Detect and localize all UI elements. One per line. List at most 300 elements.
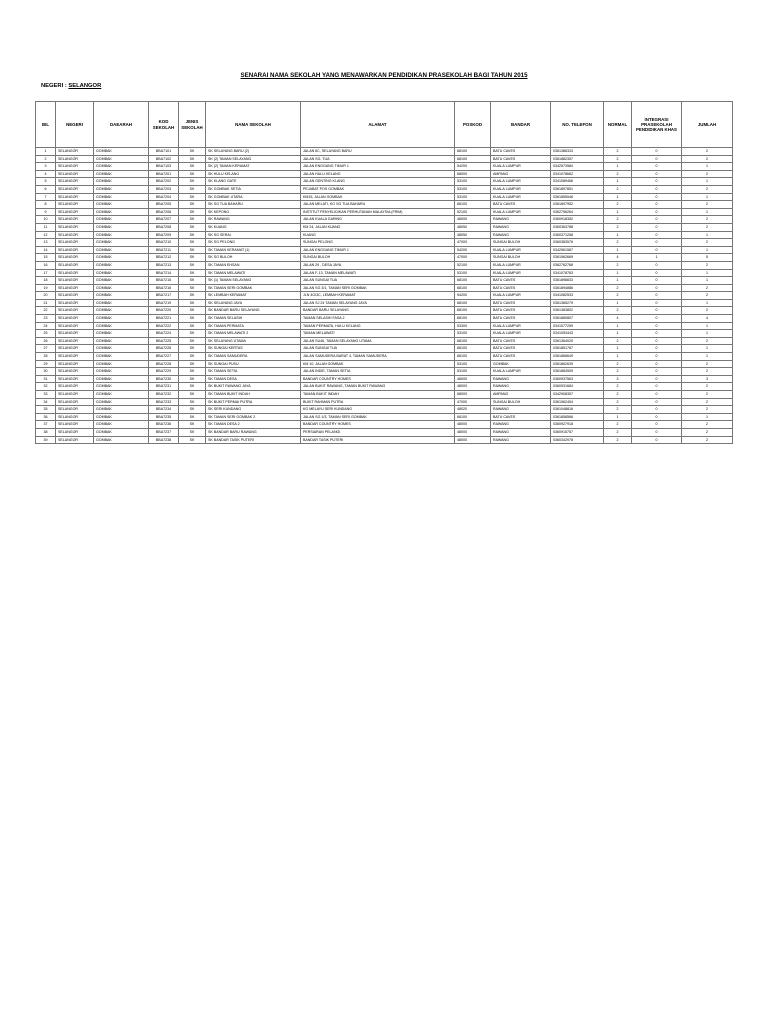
table-cell: GOMBAK	[94, 383, 149, 391]
table-cell: SK	[179, 345, 206, 353]
table-cell: SK BANDAR BARU RAWANG	[206, 428, 301, 436]
table-cell: GOMBAK	[94, 261, 149, 269]
table-cell: BATU CAVES	[491, 353, 551, 361]
table-cell: KM 10, JALAN GOMBAK	[301, 360, 455, 368]
table-cell: 1	[604, 231, 632, 239]
table-cell: 2	[682, 223, 733, 231]
table-cell: SK (2) TAMAN KERAMAT	[206, 163, 301, 171]
table-cell: 35	[36, 406, 56, 414]
table-cell: 48050	[455, 231, 491, 239]
table-cell: SELANGOR	[56, 231, 94, 239]
table-cell: 16	[36, 261, 56, 269]
table-cell: BBA7211	[149, 246, 179, 254]
table-cell: RAWANG	[491, 375, 551, 383]
col-header-negeri: NEGERI	[56, 102, 94, 148]
table-cell: RAWANG	[491, 436, 551, 444]
table-cell: SK KLANG GATE	[206, 178, 301, 186]
table-cell: GOMBAK	[94, 337, 149, 345]
table-cell: SELANGOR	[56, 299, 94, 307]
table-cell: SK	[179, 223, 206, 231]
table-cell: 1	[604, 345, 632, 353]
table-row	[36, 330, 733, 338]
table-cell: 22	[36, 307, 56, 315]
table-cell: TAMAN SELASIH FASA 2	[301, 315, 455, 323]
table-row	[36, 428, 733, 436]
table-cell: 0	[632, 330, 682, 338]
table-cell: SELANGOR	[56, 170, 94, 178]
table-cell: 1	[682, 269, 733, 277]
table-cell: SK TAMAN MELAWATI	[206, 269, 301, 277]
table-cell: 1	[682, 322, 733, 330]
table-cell: 2	[604, 239, 632, 247]
table-cell: 68100	[455, 299, 491, 307]
col-header-kod-sekolah: KOD SEKOLAH	[149, 102, 179, 148]
table-cell: BBA7235	[149, 413, 179, 421]
table-cell: PERSIARAN PELANGI	[301, 428, 455, 436]
table-cell: 0	[632, 178, 682, 186]
table-cell: 2	[604, 337, 632, 345]
table-cell: BBA7204	[149, 193, 179, 201]
table-cell: 48000	[455, 375, 491, 383]
state-label: NEGERI :	[41, 83, 67, 89]
table-cell: SK SERI KUNDANG	[206, 406, 301, 414]
table-cell: 1	[604, 413, 632, 421]
table-cell: GOMBAK	[94, 163, 149, 171]
table-cell: SK SELAYANG BARU (2)	[206, 148, 301, 156]
table-cell: SK	[179, 277, 206, 285]
table-cell: GOMBAK	[94, 421, 149, 429]
table-cell: 2	[682, 360, 733, 368]
table-cell: SELANGOR	[56, 345, 94, 353]
table-cell: 25	[36, 330, 56, 338]
table-cell: JALAN F-13, TAMAN MELAWATI	[301, 269, 455, 277]
table-cell: SELANGOR	[56, 353, 94, 361]
table-cell: GOMBAK	[94, 155, 149, 163]
table-cell: 0	[632, 269, 682, 277]
table-cell: JALAN SU46, TAMAN SELAYANG UTAMA	[301, 337, 455, 345]
table-cell: 0	[632, 216, 682, 224]
table-cell: 0361385279	[551, 299, 604, 307]
table-cell: 0362762768	[551, 261, 604, 269]
table-cell: 0	[632, 193, 682, 201]
table-cell: SK	[179, 337, 206, 345]
table-cell: JALAN KUALA GARING	[301, 216, 455, 224]
table-cell: SELANGOR	[56, 315, 94, 323]
table-cell: 0	[632, 261, 682, 269]
table-cell: 2	[682, 368, 733, 376]
table-cell: SK SUNGAI PUSU	[206, 360, 301, 368]
table-cell: 23	[36, 315, 56, 323]
table-cell: 4	[682, 315, 733, 323]
table-cell: 2	[682, 307, 733, 315]
table-row	[36, 261, 733, 269]
table-cell: 0361897851	[551, 185, 604, 193]
table-cell: SK	[179, 322, 206, 330]
table-cell: 0	[632, 148, 682, 156]
table-cell: 26	[36, 337, 56, 345]
table-cell: 0360931684	[551, 383, 604, 391]
table-cell: GOMBAK	[94, 201, 149, 209]
table-cell: BANDAR COUNTRY HOMES	[301, 375, 455, 383]
table-cell: BBA7236	[149, 421, 179, 429]
table-cell: SK	[179, 284, 206, 292]
table-cell: SK	[179, 292, 206, 300]
table-cell: GOMBAK	[94, 148, 149, 156]
table-cell: 0360363788	[551, 223, 604, 231]
table-cell: SELANGOR	[56, 375, 94, 383]
table-row	[36, 406, 733, 414]
table-cell: JALAN SUNGAI TUA	[301, 345, 455, 353]
table-cell: BBA7226	[149, 345, 179, 353]
table-cell: 10	[36, 216, 56, 224]
state-value: SELANGOR	[68, 83, 102, 89]
table-cell: SK BUKIT RAWANG JAYA	[206, 383, 301, 391]
table-cell: BBA7102	[149, 155, 179, 163]
table-cell: 68100	[455, 284, 491, 292]
table-cell: SK	[179, 421, 206, 429]
table-row	[36, 345, 733, 353]
table-cell: 9	[36, 208, 56, 216]
table-cell: 2	[682, 261, 733, 269]
table-cell: 0341082533	[551, 292, 604, 300]
table-cell: BATU CAVES	[491, 201, 551, 209]
table-cell: SK	[179, 170, 206, 178]
table-cell: 68100	[455, 345, 491, 353]
table-body	[36, 148, 733, 444]
table-cell: GOMBAK	[94, 185, 149, 193]
table-cell: 2	[682, 170, 733, 178]
table-cell: SELANGOR	[56, 155, 94, 163]
table-cell: SK	[179, 148, 206, 156]
table-cell: GOMBAK	[94, 277, 149, 285]
table-cell: SELANGOR	[56, 436, 94, 444]
table-cell: SK	[179, 261, 206, 269]
col-header-normal: NORMAL	[604, 102, 632, 148]
table-cell: 1	[632, 254, 682, 262]
table-cell: GOMBAK	[94, 322, 149, 330]
table-cell: 0361894886	[551, 284, 604, 292]
table-cell: 1	[604, 178, 632, 186]
table-cell: 1	[682, 208, 733, 216]
table-cell: 7	[36, 193, 56, 201]
table-row	[36, 360, 733, 368]
table-cell: 36	[36, 413, 56, 421]
table-cell: SK	[179, 239, 206, 247]
table-cell: KM 24, JALAN KUANG	[301, 223, 455, 231]
table-cell: 1	[604, 163, 632, 171]
table-cell: SELANGOR	[56, 330, 94, 338]
table-cell: BBA7217	[149, 292, 179, 300]
table-cell: 2	[682, 284, 733, 292]
table-row	[36, 368, 733, 376]
table-row	[36, 193, 733, 201]
table-row	[36, 292, 733, 300]
table-cell: 1	[682, 413, 733, 421]
table-cell: 47000	[455, 239, 491, 247]
table-row	[36, 375, 733, 383]
table-cell: 15	[36, 254, 56, 262]
table-cell: 0	[632, 353, 682, 361]
table-cell: BUKIT RAHMAN PUTRA	[301, 398, 455, 406]
table-cell: 2	[604, 223, 632, 231]
table-cell: KUALA LUMPUR	[491, 330, 551, 338]
table-cell: GOMBAK	[94, 315, 149, 323]
table-cell: 0	[632, 375, 682, 383]
table-cell: 0	[632, 163, 682, 171]
table-cell: KUALA LUMPUR	[491, 178, 551, 186]
table-cell: 1	[682, 178, 733, 186]
table-cell: 0342561567	[551, 246, 604, 254]
table-cell: 53100	[455, 368, 491, 376]
table-cell: 0	[632, 246, 682, 254]
table-cell: SELANGOR	[56, 421, 94, 429]
col-header-nama-sekolah: NAMA SEKOLAH	[206, 102, 301, 148]
table-cell: JALAN HULU KELANG	[301, 170, 455, 178]
table-cell: 2	[682, 148, 733, 156]
table-cell: 0	[632, 239, 682, 247]
table-cell: BBA7224	[149, 330, 179, 338]
table-cell: 0	[632, 307, 682, 315]
table-cell: KUALA LUMPUR	[491, 261, 551, 269]
table-cell: SK	[179, 383, 206, 391]
table-cell: GOMBAK	[94, 375, 149, 383]
table-cell: 2	[604, 201, 632, 209]
table-cell: 68000	[455, 170, 491, 178]
table-cell: SK BUKIT PERMAI PUTRA	[206, 398, 301, 406]
table-cell: SUNGAI BULOH	[491, 239, 551, 247]
table-cell: SELANGOR	[56, 277, 94, 285]
table-cell: 53100	[455, 269, 491, 277]
table-cell: JALAN SJ 24 TAMAN SELAYANG JAYA	[301, 299, 455, 307]
table-cell: SK TAMAN SERI GOMBAK	[206, 284, 301, 292]
table-cell: 47000	[455, 254, 491, 262]
table-cell: 2	[604, 406, 632, 414]
table-cell: SK	[179, 353, 206, 361]
table-cell: BBA7206	[149, 208, 179, 216]
table-cell: BBA7201	[149, 170, 179, 178]
table-cell: 17	[36, 269, 56, 277]
table-cell: GOMBAK	[491, 360, 551, 368]
table-cell: BBA7227	[149, 353, 179, 361]
table-cell: BBA7231	[149, 383, 179, 391]
table-cell: INSTITUT PENYELIDIKAN PERHUTANAN MALAYSIA (FRIM)	[301, 208, 455, 216]
table-cell: 34	[36, 398, 56, 406]
table-cell: SK SG BULOH	[206, 254, 301, 262]
table-cell: SK TAMAN SERI GOMBAK 2	[206, 413, 301, 421]
table-cell: 38	[36, 428, 56, 436]
table-cell: 2	[682, 436, 733, 444]
table-cell: SK SG SERAI	[206, 231, 301, 239]
table-cell: 2	[604, 284, 632, 292]
table-row	[36, 284, 733, 292]
table-cell: 2	[604, 307, 632, 315]
table-row	[36, 413, 733, 421]
table-row	[36, 269, 733, 277]
table-cell: BBA7208	[149, 223, 179, 231]
table-cell: GOMBAK	[94, 299, 149, 307]
table-cell: 53100	[455, 193, 491, 201]
table-cell: GOMBAK	[94, 178, 149, 186]
table-cell: KM15, JALAN GOMBAK	[301, 193, 455, 201]
table-cell: GOMBAK	[94, 406, 149, 414]
table-cell: BBA7203	[149, 185, 179, 193]
table-cell: BBA7221	[149, 315, 179, 323]
table-cell: SK TAMAN PERMATA	[206, 322, 301, 330]
table-cell: 52100	[455, 261, 491, 269]
table-cell: SK	[179, 208, 206, 216]
table-cell: 1	[604, 277, 632, 285]
table-cell: 32	[36, 383, 56, 391]
table-cell: JALAN INDIE, TAMAN SETIA	[301, 368, 455, 376]
table-cell: 54200	[455, 246, 491, 254]
table-cell: 0	[632, 208, 682, 216]
table-cell: 53100	[455, 178, 491, 186]
table-cell: 48000	[455, 428, 491, 436]
table-cell: SELANGOR	[56, 239, 94, 247]
table-cell: GOMBAK	[94, 307, 149, 315]
table-cell: 0341078763	[551, 269, 604, 277]
table-row	[36, 216, 733, 224]
table-cell: 18	[36, 277, 56, 285]
table-cell: BBA7216	[149, 284, 179, 292]
table-cell: 54200	[455, 292, 491, 300]
col-header-bandar: BANDAR	[491, 102, 551, 148]
table-cell: 0361898833	[551, 277, 604, 285]
table-row	[36, 391, 733, 399]
table-cell: GOMBAK	[94, 269, 149, 277]
table-cell: 30	[36, 368, 56, 376]
table-cell: 4	[604, 315, 632, 323]
table-cell: BATU CAVES	[491, 337, 551, 345]
table-cell: 2	[682, 428, 733, 436]
table-cell: 0	[632, 223, 682, 231]
table-cell: 0	[632, 337, 682, 345]
table-cell: 2	[604, 292, 632, 300]
table-cell: 2	[604, 216, 632, 224]
table-cell: SUNGAI BULOH	[491, 398, 551, 406]
table-cell: 0342908357	[551, 391, 604, 399]
table-cell: 2	[604, 261, 632, 269]
table-row	[36, 337, 733, 345]
table-cell: SK TAMAN BUKIT INDAH	[206, 391, 301, 399]
table-cell: BATU CAVES	[491, 148, 551, 156]
table-cell: SELANGOR	[56, 216, 94, 224]
table-cell: 68100	[455, 315, 491, 323]
table-cell: 1	[682, 193, 733, 201]
table-cell: SK GOMBAK UTARA	[206, 193, 301, 201]
table-cell: 0	[632, 292, 682, 300]
table-cell: 20	[36, 292, 56, 300]
table-cell: 2	[682, 239, 733, 247]
table-cell: SELANGOR	[56, 391, 94, 399]
table-cell: 14	[36, 246, 56, 254]
table-cell: SELANGOR	[56, 148, 94, 156]
table-cell: JALAN 29 , DESA JAYA	[301, 261, 455, 269]
table-cell: SK	[179, 269, 206, 277]
table-cell: 1	[682, 299, 733, 307]
table-cell: 1	[604, 208, 632, 216]
table-cell: SK SG TUA BAHARU	[206, 201, 301, 209]
table-cell: 0360927918	[551, 421, 604, 429]
table-cell: SK	[179, 330, 206, 338]
table-cell: SELANGOR	[56, 201, 94, 209]
school-table	[35, 101, 733, 444]
table-row	[36, 201, 733, 209]
table-cell: 0360383576	[551, 239, 604, 247]
table-cell: SK	[179, 246, 206, 254]
table-cell: BBA7220	[149, 307, 179, 315]
table-cell: GOMBAK	[94, 284, 149, 292]
col-header-jumlah: JUMLAH	[682, 102, 733, 148]
table-cell: SELANGOR	[56, 360, 94, 368]
table-row	[36, 231, 733, 239]
table-cell: GOMBAK	[94, 345, 149, 353]
table-cell: 0	[632, 231, 682, 239]
table-cell: KUALA LUMPUR	[491, 292, 551, 300]
table-cell: 48000	[455, 436, 491, 444]
table-cell: 2	[604, 360, 632, 368]
table-cell: 68100	[455, 337, 491, 345]
table-cell: SK	[179, 360, 206, 368]
table-cell: 0	[632, 428, 682, 436]
table-cell: 3	[36, 163, 56, 171]
table-header-row	[36, 102, 733, 148]
table-cell: BBA7101	[149, 148, 179, 156]
table-cell: SELANGOR	[56, 398, 94, 406]
table-cell: 47000	[455, 398, 491, 406]
table-cell: BATU CAVES	[491, 155, 551, 163]
table-cell: 0	[632, 391, 682, 399]
table-cell: 0	[632, 299, 682, 307]
table-cell: SK (1) TAMAN SELAYANG	[206, 277, 301, 285]
table-cell: RAWANG	[491, 428, 551, 436]
table-cell: BBA7202	[149, 178, 179, 186]
table-cell: KUALA LUMPUR	[491, 185, 551, 193]
table-cell: 1	[604, 330, 632, 338]
table-cell: KUALA LUMPUR	[491, 208, 551, 216]
table-cell: 4	[604, 254, 632, 262]
table-cell: SK	[179, 163, 206, 171]
table-cell: 1	[682, 353, 733, 361]
table-cell: BBA7222	[149, 322, 179, 330]
table-cell: 3	[604, 375, 632, 383]
table-cell: 0361866649	[551, 353, 604, 361]
table-cell: 53100	[455, 330, 491, 338]
table-cell: 2	[604, 170, 632, 178]
table-cell: 21	[36, 299, 56, 307]
table-cell: 24	[36, 322, 56, 330]
table-cell: JALAN ENGGANG TIMUR 1	[301, 246, 455, 254]
table-cell: 1	[604, 269, 632, 277]
table-cell: SELANGOR	[56, 208, 94, 216]
table-cell: 52100	[455, 208, 491, 216]
table-cell: 0362756264	[551, 208, 604, 216]
table-cell: RAWANG	[491, 383, 551, 391]
table-cell: 0361386333	[551, 148, 604, 156]
table-cell: 0341089466	[551, 178, 604, 186]
table-cell: 1	[604, 353, 632, 361]
table-row	[36, 299, 733, 307]
table-cell: 0360342978	[551, 436, 604, 444]
table-cell: GOMBAK	[94, 353, 149, 361]
table-cell: SK SELAYANG JAYA	[206, 299, 301, 307]
table-cell: 0360937563	[551, 375, 604, 383]
table-row	[36, 383, 733, 391]
table-cell: PEJABAT POS GOMBAK	[301, 185, 455, 193]
table-cell: 13	[36, 239, 56, 247]
table-cell: SK	[179, 216, 206, 224]
table-cell: SELANGOR	[56, 269, 94, 277]
